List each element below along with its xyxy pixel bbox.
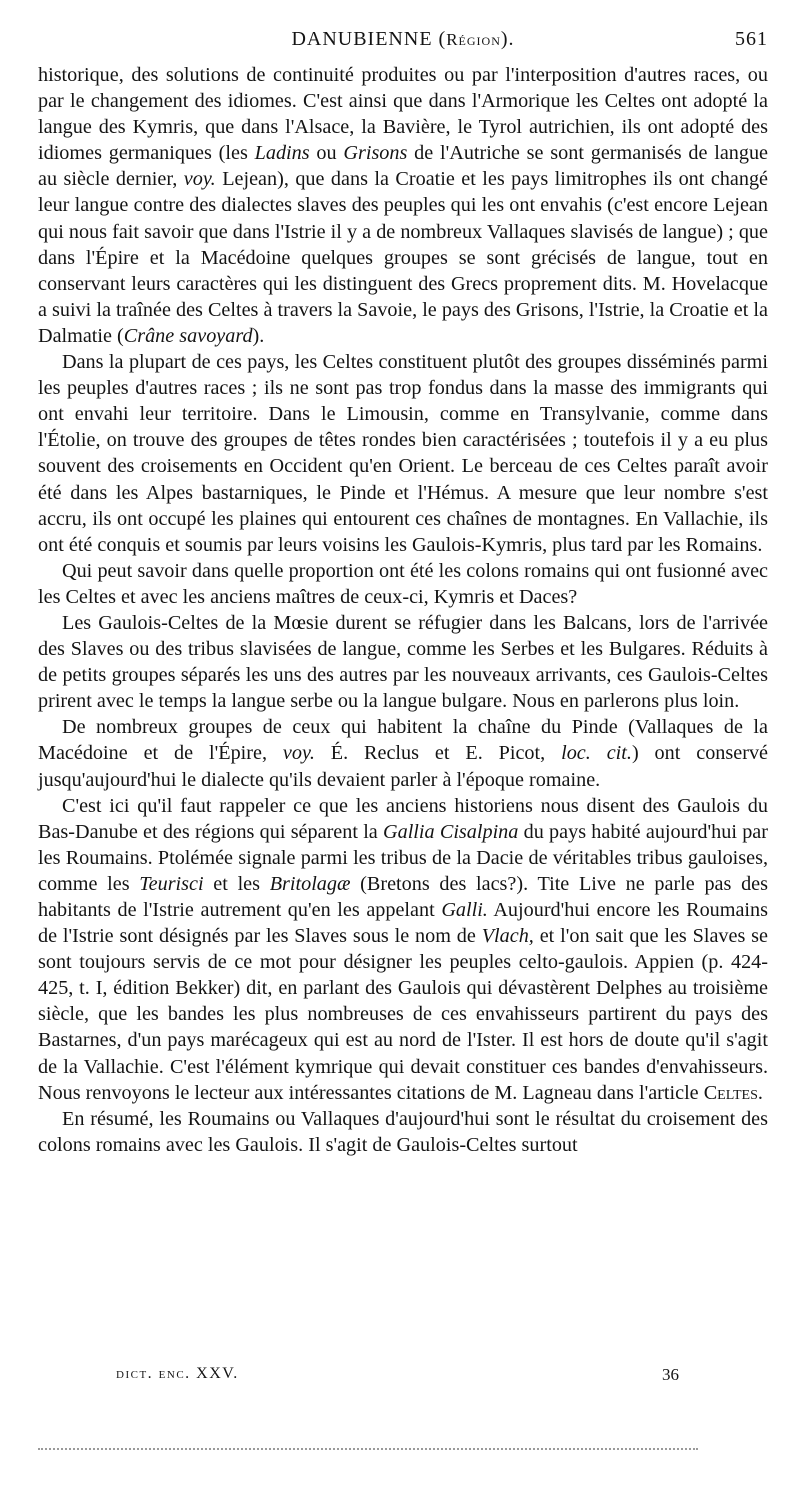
document-page [38,0,768,1490]
paragraph [38,1106,768,1158]
text-run: Lejean), que dans la Croatie et les pays limitrophes ils ont changé leur langue contre des dialectes slaves des peuples qui les ont envahis (c'est encore Lejean qui nous fait savoir que dans l'Istrie il y a de nombreux Vallaques slavisés de langue) ; que dans l'Épire et la Macédoine quelques groupes se sont grécisés de langue, tout en conservant leurs caractères qui les distinguent des Grecs proprement dits. M. Hovelacque a suivi la traînée des Celtes à travers la Savoie, le pays des Grisons, l'Istrie, la Croatie et la Dalmatie ( [38,168,768,347]
paragraph [38,62,768,349]
italic-run: Galli. [441,899,488,921]
italic-run: Vlach, [481,925,534,948]
text-run: De nombreux groupes de ceux qui habitent la chaîne du Pinde (Vallaques de la Macédoine et de l'Épire, [38,716,768,765]
paragraph [38,349,768,558]
paragraph [38,793,768,1106]
dotted-rule [38,1448,698,1450]
text-run: C'est ici qu'il faut rappeler ce que les anciens historiens nous disent des Gaulois du Bas-Danube et des régions qui séparent la [38,794,768,843]
article-body [38,62,768,1158]
italic-run: Teurisci [139,872,204,895]
text-run: É. Reclus et E. Picot, [314,742,562,765]
text-run: (Bretons des lacs?). Tite Live ne parle pas des habitants de l'Istrie autrement qu'en les appelant [38,872,768,921]
italic-run: Gallia Cisalpina [383,820,519,843]
running-title-region: Région [446,30,501,49]
paragraph [38,610,768,714]
text-run: ou [309,142,344,165]
text-run: ) ont conservé jusqu'aujourd'hui le dialecte qu'ils devaient parler à l'époque romaine. [38,742,768,791]
page-number: 561 [735,28,768,50]
text-run: et les [203,872,270,895]
text-run: . [757,1081,763,1104]
italic-run: Crâne savoyard [123,324,253,347]
italic-run: voy. [282,742,315,765]
running-title-main: DANUBIENNE ( [291,28,447,50]
text-run: ). [252,324,265,347]
text-run: Aujourd'hui encore les Roumains de l'Istrie sont désignés par les Slaves sous le nom de [38,899,768,948]
italic-run: loc. cit. [561,742,632,765]
text-run: Qui peut savoir dans quelle proportion ont été les colons romains qui ont fusionné avec les Celtes et avec les anciens maîtres de ceux-ci, Kymris et Daces? [38,559,768,608]
text-run: de l'Autriche se sont germanisés de langue au siècle dernier, [38,142,769,191]
running-title [38,28,768,51]
page-footer [38,1365,768,1391]
italic-run: voy. [183,168,216,191]
italic-run: Grisons [343,142,408,165]
signature-number: 36 [662,1365,679,1384]
text-run: historique, des solutions de continuité produites ou par l'interposition d'autres races, ou par le changement des idiomes. C'est ainsi que dans l'Armorique les Celtes ont adopté la langue des Kymris, que dans l'Alsace, la Bavière, le Tyrol autrichien, ils ont adopté des idiomes germaniques (les [38,64,768,165]
italic-run: Ladins [254,142,310,165]
text-run: du pays habité aujourd'hui par les Roumains. Ptolémée signale parmi les tribus de la Dacie de véritables tribus gauloises, comme les [38,820,768,895]
small-caps-run: Celtes [703,1081,758,1104]
running-header [38,28,768,58]
text-run: En résumé, les Roumains ou Vallaques d'aujourd'hui sont le résultat du croisement des colons romains avec les Gaulois. Il s'agit de Gaulois-Celtes surtout [38,1107,768,1156]
text-run: et l'on sait que les Slaves se sont toujours servis de ce mot pour désigner les peuples celto-gaulois. Appien (p. 424-425, t. I, édition Bekker) dit, en parlant des Gaulois qui dévastèrent Delphes au troisième siècle, que les bandes les plus nombreuses de ces envahisseurs partirent du pays des Bastarnes, d'un pays marécageux qui est au nord de l'Ister. Il est hors de doute qu'il s'agit de la Vallachie. C'est l'élément kymrique qui devait constituer ces bandes d'envahisseurs. Nous renvoyons le lecteur aux intéressantes citations de M. Lagneau dans l'article [38,925,768,1104]
italic-run: Britolagæ [269,872,351,895]
printer-signature: dict. enc. XXV. [116,1365,239,1382]
text-run: Dans la plupart de ces pays, les Celtes constituent plutôt des groupes disséminés parmi les peuples d'autres races ; ils ne sont pas trop fondus dans la masse des immigrants qui ont envahi leur territoire. Dans le Limousin, comme en Transylvanie, comme dans l'Étolie, on trouve des groupes de têtes rondes bien caractérisées ; toutefois il y a eu plus souvent des croisements en Occident qu'en Orient. Le berceau de ces Celtes paraît avoir été dans les Alpes bastarniques, le Pinde et l'Hémus. A mesure que leur nombre s'est accru, ils ont occupé les plaines qui entourent ces chaînes de montagnes. En Vallachie, ils ont été conquis et soumis par leurs voisins les Gaulois-Kymris, plus tard par les Romains. [38,351,768,556]
text-run: Les Gaulois-Celtes de la Mœsie durent se réfugier dans les Balcans, lors de l'arrivée des Slaves ou des tribus slavisées de langue, comme les Serbes et les Bulgares. Réduits à de petits groupes séparés les uns des autres par les nouveaux arrivants, ces Gaulois-Celtes prirent avec le temps la langue serbe ou la langue bulgare. Nous en parlerons plus loin. [38,611,768,713]
paragraph [38,558,768,610]
paragraph [38,714,768,792]
running-title-close: ). [500,28,515,50]
